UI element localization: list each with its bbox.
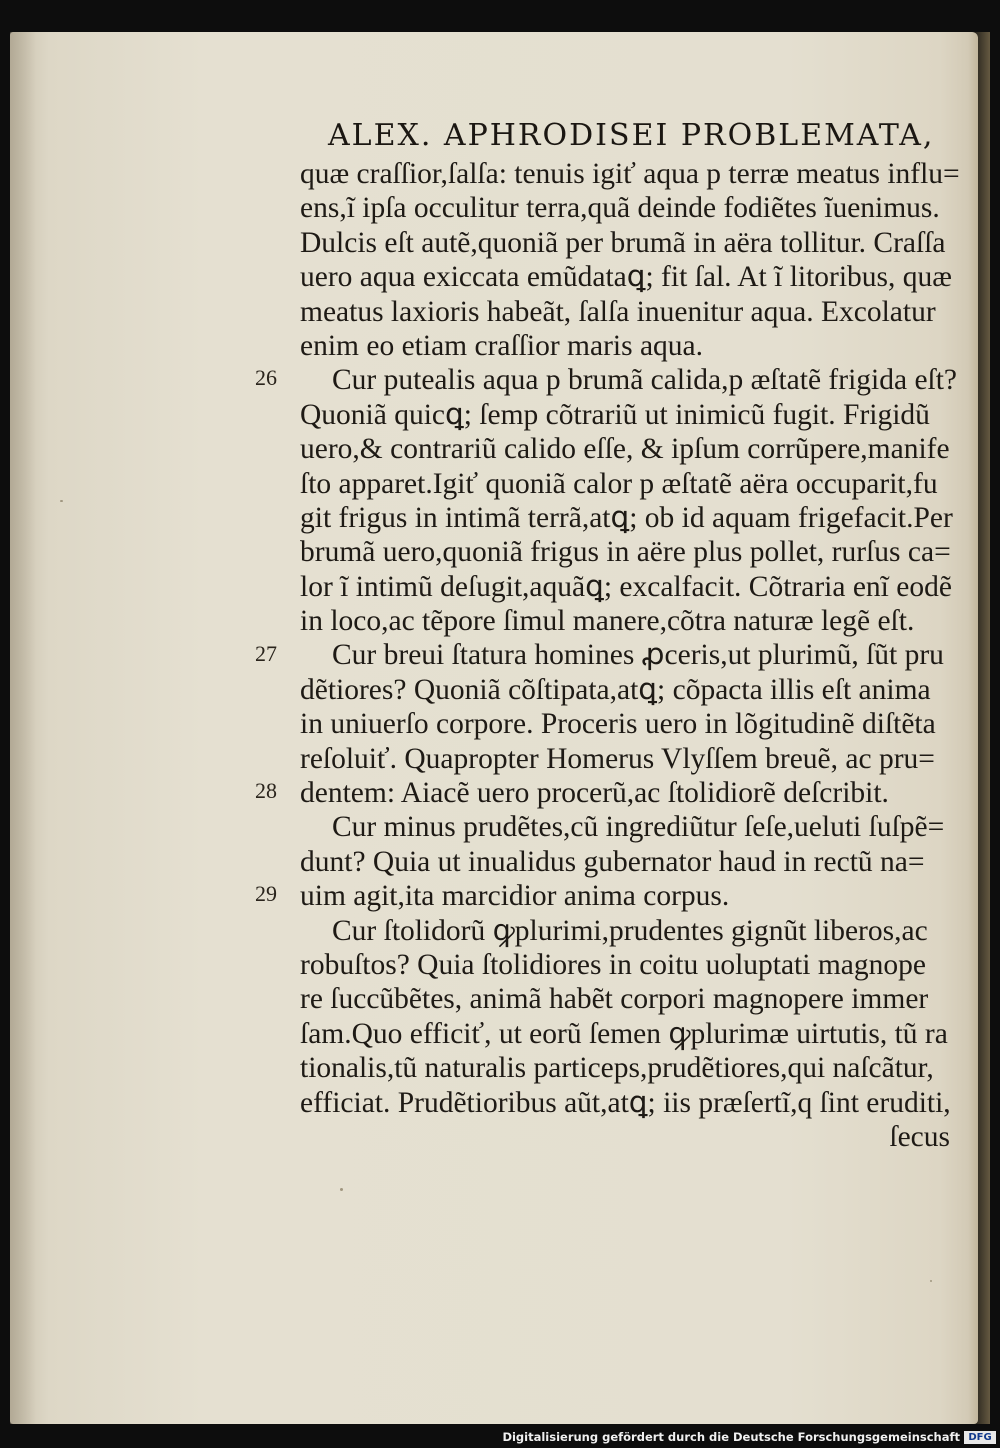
text-line: ſam.Quo efficiť, ut eorũ ſemen ꝙplurimæ uirtutis, tũ ra: [300, 1017, 948, 1050]
text-line: lor ĩ intimũ deſugit,aquãꝗ; excalfacit. Cõtraria enĩ eodẽ: [300, 570, 952, 603]
text-line: in uniuerſo corpore. Proceris uero in lõgitudinẽ diſtẽta: [300, 708, 936, 741]
text-line: dentem: Aiacẽ uero procerũ,ac ſtolidiorẽ deſcribit.: [300, 777, 889, 810]
text-line: Quoniã quicꝗ; ſemp cõtrariũ ut inimicũ fugit. Frigidũ: [300, 398, 930, 431]
text-line: quæ craſſior,ſalſa: tenuis igiť aqua p terræ meatus influ=: [300, 158, 960, 190]
text-line: tionalis,tũ naturalis particeps,prudẽtiores,qui naſcãtur,: [300, 1052, 934, 1085]
text-line: dunt? Quia ut inualidus gubernator haud in rectũ na=: [300, 845, 925, 878]
text-line: re ſuccũbẽtes, animã habẽt corpori magnopere immer: [300, 983, 929, 1016]
text-line: Cur ſtolidorũ ꝙplurimi,prudentes gignũt liberos,ac: [332, 914, 928, 947]
text-line: ens,ĩ ipſa occulitur terra,quã deinde fodiẽtes ĩuenimus.: [300, 192, 940, 225]
catchword: ſecus: [889, 1120, 950, 1153]
margin-number: 28: [255, 778, 277, 804]
text-line: Cur minus prudẽtes,cũ ingrediũtur ſeſe,ueluti ſuſpẽ=: [332, 811, 945, 844]
text-line: ſto apparet.Igiť quoniã calor p æſtatẽ aëra occuparit,fu: [300, 467, 938, 500]
text-line: git frigus in intimã terrã,atꝗ; ob id aquam frigefacit.Per: [300, 501, 953, 534]
text-line: brumã uero,quoniã frigus in aëre plus pollet, rurſus ca=: [300, 536, 951, 569]
text-line: meatus laxioris habeãt, ſalſa inuenitur aqua. Excolatur: [300, 295, 936, 328]
margin-number: 29: [255, 881, 277, 907]
paper-speck: [930, 1280, 932, 1282]
paper-speck: [60, 500, 63, 502]
footer-credit: Digitalisierung gefördert durch die Deutsche Forschungsgemeinschaft: [502, 1430, 960, 1444]
text-line: Dulcis eſt autẽ,quoniã per brumã in aëra tollitur. Craſſa: [300, 226, 946, 259]
dfg-logo-icon: DFG: [964, 1431, 996, 1444]
text-line: reſoluiť. Quapropter Homerus Vlyſſem breuẽ, ac pru=: [300, 742, 935, 775]
page-edge-shadow: [968, 32, 990, 1424]
text-line: dẽtiores? Quoniã cõſtipata,atꝗ; cõpacta illis eſt anima: [300, 673, 931, 706]
text-line: uero,& contrariũ calido eſſe, & ipſum corrũpere,manife: [300, 433, 950, 466]
margin-number: 27: [255, 640, 277, 666]
text-line: efficiat. Prudẽtioribus aũt,atꝗ; iis præſertĩ,q ſint eruditi,: [300, 1086, 951, 1119]
text-line: enim eo etiam craſſior maris aqua.: [300, 329, 704, 362]
text-line: uero aqua exiccata emũdataꝗ; fit ſal. At ĩ litoribus, quæ: [300, 261, 952, 294]
paper-speck: [340, 1188, 343, 1191]
footer-bar: [502, 1428, 1000, 1448]
text-line: robuſtos? Quia ſtolidiores in coitu uoluptati magnope: [300, 948, 926, 981]
page-gutter-shadow: [10, 32, 36, 1424]
text-block: [300, 157, 960, 1154]
running-head: ALEX. APHRODISEI PROBLEMATA,: [328, 118, 935, 153]
text-line: in loco,ac tẽpore ſimul manere,cõtra naturæ legẽ eſt.: [300, 605, 915, 638]
text-line: uim agit,ita marcidior anima corpus.: [300, 880, 730, 913]
text-line: Cur breui ſtatura homines ꝓceris,ut plurimũ, ſũt pru: [332, 639, 944, 672]
margin-number: 26: [255, 365, 277, 391]
text-line: Cur putealis aqua p brumã calida,p æſtatẽ frigida eſt?: [332, 364, 958, 397]
